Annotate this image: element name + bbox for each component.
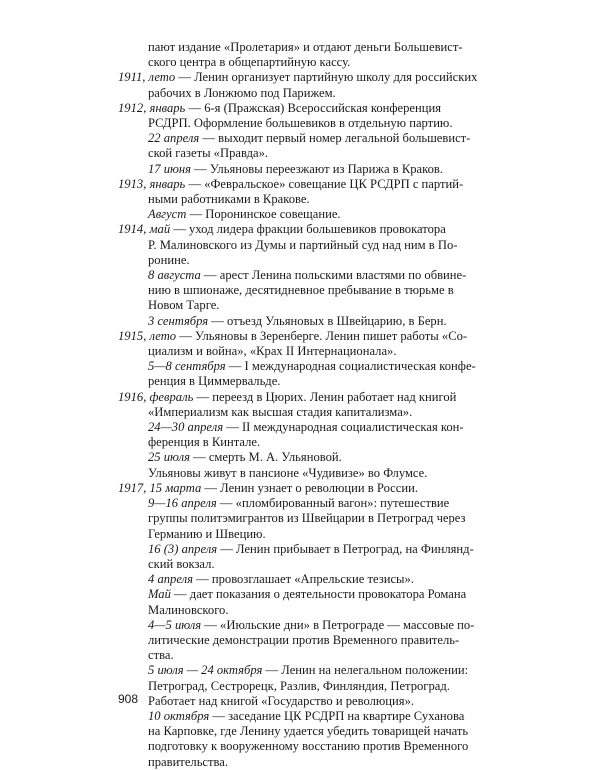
text-line <box>118 435 480 450</box>
text-line <box>118 603 480 618</box>
entry-text: — Ульяновы переезжают из Парижа в Краков. <box>191 161 443 176</box>
text-line <box>118 359 480 374</box>
date-label: 1912, январь <box>118 100 186 115</box>
text-line <box>118 739 480 754</box>
text-line <box>118 450 480 465</box>
text-line <box>118 207 480 222</box>
entry-text: ными работниками в Кракове. <box>148 192 310 207</box>
entry-text: — Ленин на нелегальном положении: <box>262 663 469 678</box>
text-line <box>118 572 480 587</box>
text-line <box>118 146 480 161</box>
entry-text: — 6-я (Пражская) Всероссийская конференция <box>185 100 442 115</box>
text-line <box>118 481 480 496</box>
date-label: 1916, февраль <box>118 389 194 404</box>
entry-text: Германию и Швецию. <box>148 526 266 541</box>
entry-text: — провозглашает «Апрельские тезисы». <box>192 572 414 587</box>
entry-text: ронине. <box>148 252 190 267</box>
text-line <box>118 177 480 192</box>
text-line <box>118 70 480 85</box>
entry-text: группы политэмигрантов из Швейцарии в Петроград через <box>148 511 466 526</box>
text-line <box>118 131 480 146</box>
text-line <box>118 253 480 268</box>
date-label: Май <box>148 587 171 602</box>
entry-text: нию в шпионаже, десятидневное пребывание в тюрьме в <box>148 283 454 298</box>
text-line <box>118 405 480 420</box>
text-line <box>118 238 480 253</box>
entry-text: — арест Ленина польскими властями по обвине- <box>200 268 467 283</box>
date-label: 1915, лето <box>118 328 177 343</box>
entry-text: — переезд в Цюрих. Ленин работает над книгой <box>193 389 457 404</box>
entry-text: ства. <box>148 648 174 663</box>
entry-text: — выходит первый номер легальной большевист- <box>199 131 471 146</box>
entry-text: — заседание ЦК РСДРП на квартире Суханова <box>209 708 465 723</box>
entry-text: — Поронинское совещание. <box>186 207 341 222</box>
entry-text: Малиновского. <box>148 602 229 617</box>
entry-text: пают издание «Пролетария» и отдают деньги Большевист- <box>148 40 463 54</box>
entry-text: — I международная социалистическая конфе- <box>225 359 476 374</box>
text-line <box>118 283 480 298</box>
text-line <box>118 344 480 359</box>
date-label: 3 сентября <box>148 313 209 328</box>
date-label: 10 октября <box>148 708 210 723</box>
date-label: 1913, январь <box>118 176 186 191</box>
entry-text: ренция в Циммервальде. <box>148 374 281 389</box>
text-line <box>118 222 480 237</box>
text-line <box>118 542 480 557</box>
chronology-text <box>118 40 480 770</box>
date-label: 22 апреля <box>148 131 200 146</box>
text-line <box>118 587 480 602</box>
page-number: 908 <box>118 692 139 706</box>
date-label: Август <box>148 207 187 222</box>
text-line <box>118 40 480 55</box>
entry-text: подготовку к вооруженному восстанию против Временного <box>148 739 469 754</box>
text-line <box>118 648 480 663</box>
date-label: 1917, 15 марта <box>118 480 202 495</box>
entry-text: Р. Малиновского из Думы и партийный суд над ним в По- <box>148 237 458 252</box>
entry-text: — Ленин прибывает в Петроград, на Финлянд- <box>217 541 474 556</box>
text-line <box>118 101 480 116</box>
entry-text: на Карповке, где Ленину удается убедить товарищей начать <box>148 724 469 739</box>
date-label: 4 апреля <box>148 572 193 587</box>
text-line <box>118 511 480 526</box>
entry-text: — «Июльские дни» в Петрограде — массовые по- <box>201 617 475 632</box>
text-line <box>118 663 480 678</box>
entry-text: — уход лидера фракции большевиков провокатора <box>170 222 446 237</box>
text-line <box>118 298 480 313</box>
text-line <box>118 86 480 101</box>
text-line <box>118 192 480 207</box>
entry-text: правительства. <box>148 754 229 769</box>
text-line <box>118 709 480 724</box>
entry-text: ский вокзал. <box>148 556 215 571</box>
entry-text: Ульяновы живут в пансионе «Чудивизе» во Флумсе. <box>148 465 428 480</box>
entry-text: литические демонстрации против Временного правитель- <box>148 632 460 647</box>
date-label: 25 июля <box>148 450 190 465</box>
text-line <box>118 694 480 709</box>
text-line <box>118 314 480 329</box>
text-line <box>118 496 480 511</box>
text-line <box>118 162 480 177</box>
text-line <box>118 420 480 435</box>
date-label: 1911, лето <box>118 70 176 85</box>
entry-text: — II международная социалистическая кон- <box>223 420 464 435</box>
text-line <box>118 390 480 405</box>
entry-text: — Ленин узнает о революции в России. <box>201 480 418 495</box>
date-label: 5—8 сентября <box>148 359 226 374</box>
text-line <box>118 557 480 572</box>
text-line <box>118 755 480 770</box>
text-line <box>118 618 480 633</box>
date-label: 24—30 апреля <box>148 420 224 435</box>
date-label: 8 августа <box>148 268 201 283</box>
entry-text: циализм и война», «Крах II Интернационала». <box>148 344 397 359</box>
text-line <box>118 55 480 70</box>
entry-text: — Ленин организует партийную школу для российских <box>175 70 478 85</box>
entry-text: «Империализм как высшая стадия капитализма». <box>148 404 413 419</box>
entry-text: ской газеты «Правда». <box>148 146 269 161</box>
text-line <box>118 374 480 389</box>
entry-text: ского центра в общепартийную кассу. <box>148 55 351 70</box>
entry-text: — Ульяновы в Зеренберге. Ленин пишет работы «Со- <box>176 328 468 343</box>
text-line <box>118 116 480 131</box>
entry-text: Работает над книгой «Государство и революция». <box>148 693 415 708</box>
date-label: 17 июня <box>148 161 192 176</box>
text-line <box>118 527 480 542</box>
date-label: 16 (3) апреля <box>148 541 218 556</box>
date-label: 5 июля — 24 октября <box>148 663 263 678</box>
entry-text: Новом Тарге. <box>148 298 220 313</box>
entry-text: — «пломбированный вагон»: путешествие <box>216 496 450 511</box>
entry-text: рабочих в Лонжюмо под Парижем. <box>148 85 336 100</box>
text-line <box>118 268 480 283</box>
entry-text: ференция в Кинтале. <box>148 435 261 450</box>
text-line <box>118 329 480 344</box>
entry-text: — отъезд Ульяновых в Швейцарию, в Берн. <box>208 313 447 328</box>
entry-text: — дает показания о деятельности провокатора Романа <box>170 587 467 602</box>
text-line <box>118 466 480 481</box>
text-line <box>118 724 480 739</box>
date-label: 1914, май <box>118 222 171 237</box>
entry-text: — смерть М. А. Ульяновой. <box>189 450 342 465</box>
date-label: 4—5 июля <box>148 617 202 632</box>
entry-text: Петроград, Сестрорецк, Разлив, Финляндия, Петроград. <box>148 678 450 693</box>
date-label: 9—16 апреля <box>148 496 217 511</box>
text-line <box>118 633 480 648</box>
entry-text: — «Февральское» совещание ЦК РСДРП с партий- <box>185 176 464 191</box>
text-line <box>118 679 480 694</box>
entry-text: РСДРП. Оформление большевиков в отдельную партию. <box>148 116 453 131</box>
